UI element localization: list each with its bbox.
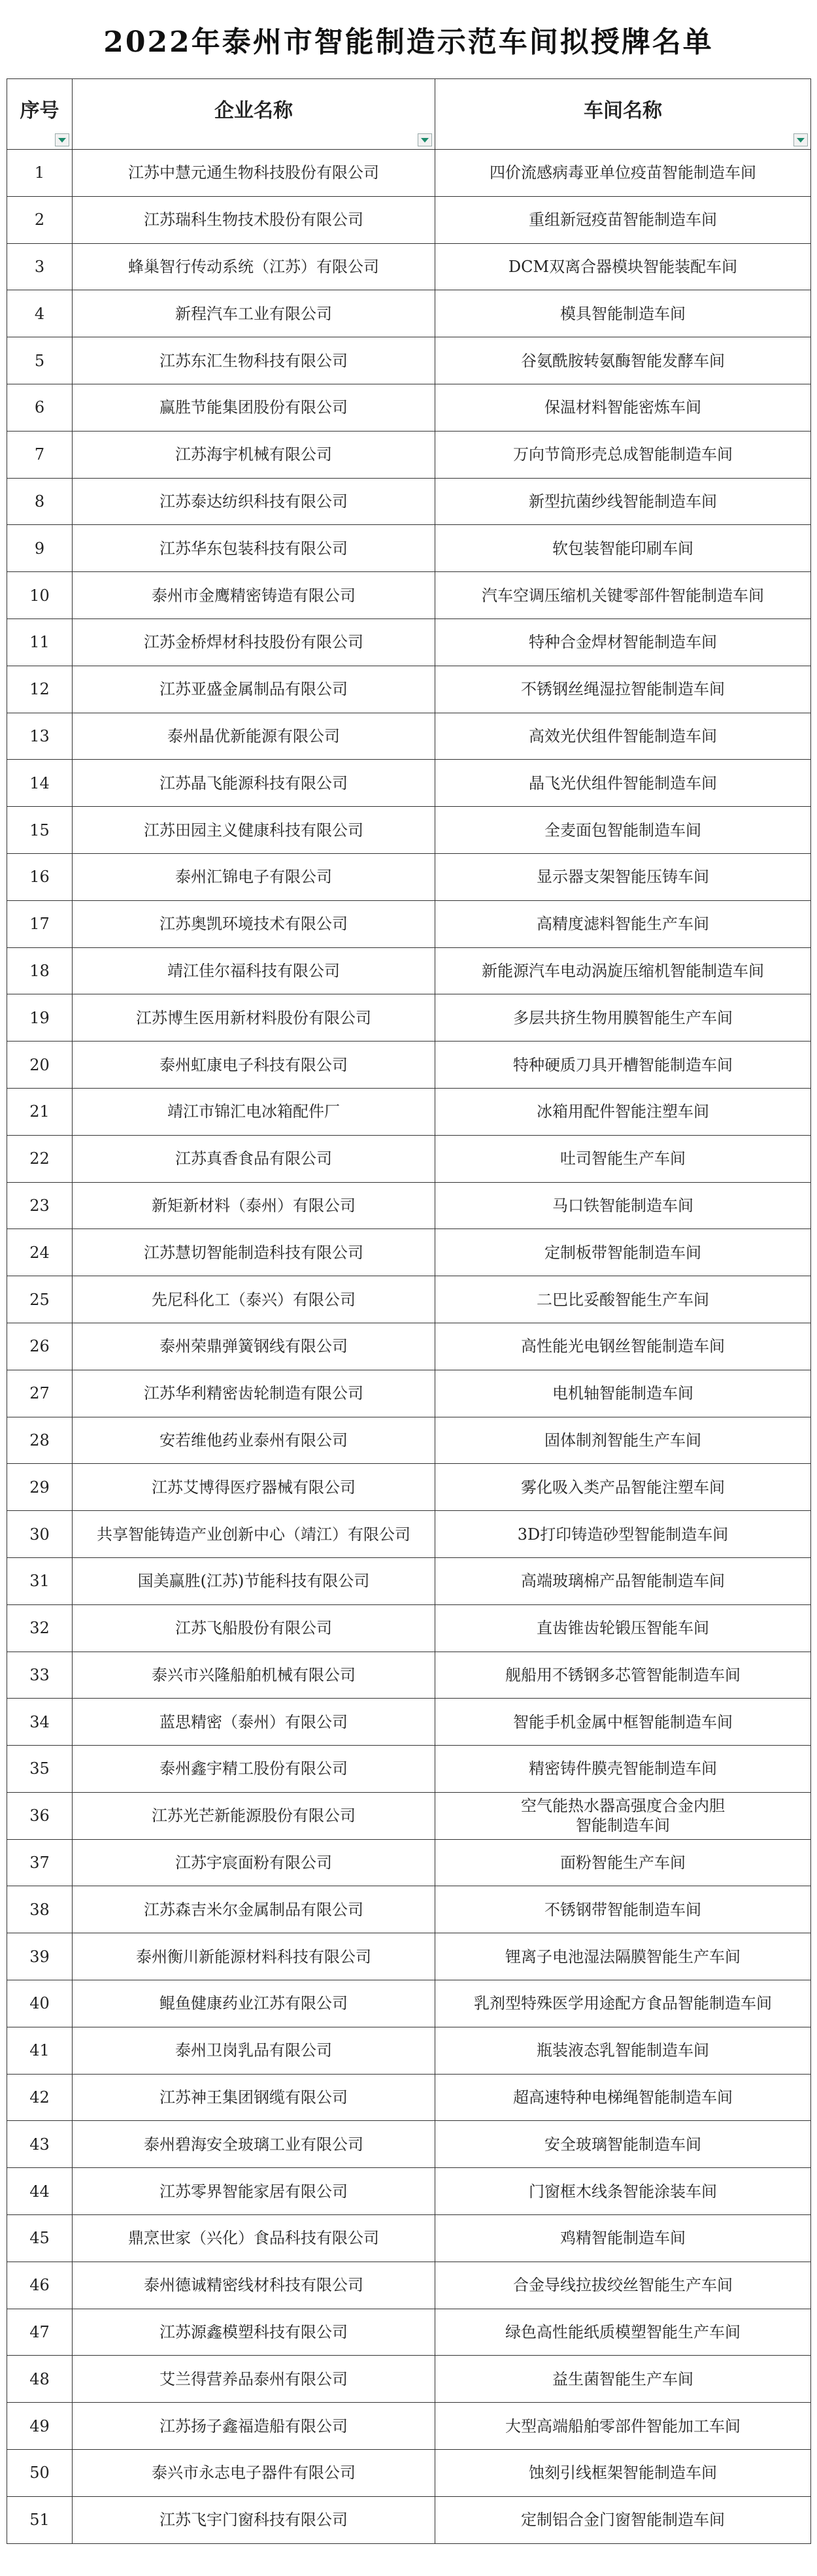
table-row [7, 196, 811, 243]
cell-no: 39 [7, 1933, 73, 1980]
cell-workshop: 3D打印铸造砂型智能制造车间 [435, 1511, 811, 1558]
cell-workshop: 二巴比妥酸智能生产车间 [435, 1276, 811, 1323]
table-row [7, 572, 811, 619]
cell-workshop: 大型高端船舶零部件智能加工车间 [435, 2403, 811, 2450]
cell-company: 泰州德诚精密线材科技有限公司 [73, 2262, 435, 2309]
cell-workshop: 四价流感病毒亚单位疫苗智能制造车间 [435, 150, 811, 197]
table-row [7, 1886, 811, 1933]
table-row [7, 2262, 811, 2309]
cell-no: 30 [7, 1511, 73, 1558]
cell-company: 江苏光芒新能源股份有限公司 [73, 1792, 435, 1839]
cell-workshop: 益生菌智能生产车间 [435, 2356, 811, 2403]
cell-no: 6 [7, 384, 73, 431]
cell-workshop: 晶飞光伏组件智能制造车间 [435, 760, 811, 807]
cell-workshop: 全麦面包智能制造车间 [435, 807, 811, 854]
cell-company: 江苏泰达纺织科技有限公司 [73, 478, 435, 525]
cell-workshop: 不锈钢带智能制造车间 [435, 1886, 811, 1933]
table-row [7, 1933, 811, 1980]
table-row [7, 713, 811, 760]
cell-company: 江苏飞宇门窗科技有限公司 [73, 2496, 435, 2543]
cell-workshop: 特种合金焊材智能制造车间 [435, 619, 811, 666]
table-row [7, 666, 811, 713]
table-row [7, 337, 811, 384]
cell-no: 19 [7, 994, 73, 1042]
cell-company: 国美赢胜(江苏)节能科技有限公司 [73, 1557, 435, 1604]
cell-workshop: 新能源汽车电动涡旋压缩机智能制造车间 [435, 947, 811, 994]
table-row [7, 947, 811, 994]
cell-workshop: 保温材料智能密炼车间 [435, 384, 811, 431]
cell-company: 新矩新材料（泰州）有限公司 [73, 1182, 435, 1229]
cell-no: 26 [7, 1323, 73, 1370]
table-row [7, 2215, 811, 2262]
cell-company: 泰州晶优新能源有限公司 [73, 713, 435, 760]
cell-no: 21 [7, 1088, 73, 1135]
cell-company: 江苏宇宸面粉有限公司 [73, 1839, 435, 1886]
cell-company: 泰州市金鹰精密铸造有限公司 [73, 572, 435, 619]
cell-workshop: 高端玻璃棉产品智能制造车间 [435, 1557, 811, 1604]
cell-company: 江苏源鑫模塑科技有限公司 [73, 2309, 435, 2356]
table-row [7, 1182, 811, 1229]
cell-company: 泰兴市兴隆船舶机械有限公司 [73, 1652, 435, 1699]
cell-no: 23 [7, 1182, 73, 1229]
cell-workshop: 鸡精智能制造车间 [435, 2215, 811, 2262]
table-row [7, 431, 811, 478]
table-row [7, 807, 811, 854]
cell-company: 安若维他药业泰州有限公司 [73, 1417, 435, 1464]
cell-no: 24 [7, 1229, 73, 1276]
cell-company: 江苏瑞科生物技术股份有限公司 [73, 196, 435, 243]
cell-no: 9 [7, 525, 73, 572]
header-workshop-label: 车间名称 [584, 99, 662, 122]
cell-workshop: 软包装智能印刷车间 [435, 525, 811, 572]
cell-no: 28 [7, 1417, 73, 1464]
cell-no: 8 [7, 478, 73, 525]
cell-no: 12 [7, 666, 73, 713]
cell-no: 11 [7, 619, 73, 666]
table-row [7, 619, 811, 666]
list-table [7, 78, 811, 2544]
cell-company: 鲲鱼健康药业江苏有限公司 [73, 1980, 435, 2027]
cell-no: 5 [7, 337, 73, 384]
cell-company: 江苏博生医用新材料股份有限公司 [73, 994, 435, 1042]
table-row [7, 1229, 811, 1276]
header-no [7, 79, 73, 150]
cell-company: 江苏金桥焊材科技股份有限公司 [73, 619, 435, 666]
cell-workshop: 不锈钢丝绳湿拉智能制造车间 [435, 666, 811, 713]
cell-workshop: 锂离子电池湿法隔膜智能生产车间 [435, 1933, 811, 1980]
cell-no: 43 [7, 2121, 73, 2168]
table-row [7, 1370, 811, 1417]
cell-workshop: 乳剂型特殊医学用途配方食品智能制造车间 [435, 1980, 811, 2027]
cell-workshop: 合金导线拉拔绞丝智能生产车间 [435, 2262, 811, 2309]
cell-workshop: 舰船用不锈钢多芯管智能制造车间 [435, 1652, 811, 1699]
header-no-label: 序号 [20, 99, 59, 122]
cell-workshop: 高精度滤料智能生产车间 [435, 900, 811, 947]
table-row [7, 1604, 811, 1652]
cell-no: 15 [7, 807, 73, 854]
table-row [7, 1792, 811, 1839]
cell-company: 泰州衡川新能源材料科技有限公司 [73, 1933, 435, 1980]
table-row [7, 290, 811, 337]
cell-company: 江苏森吉米尔金属制品有限公司 [73, 1886, 435, 1933]
cell-no: 22 [7, 1135, 73, 1182]
table-row [7, 1276, 811, 1323]
table-row [7, 760, 811, 807]
cell-workshop: 汽车空调压缩机关键零部件智能制造车间 [435, 572, 811, 619]
cell-company: 共享智能铸造产业创新中心（靖江）有限公司 [73, 1511, 435, 1558]
table-row [7, 2074, 811, 2121]
cell-no: 14 [7, 760, 73, 807]
cell-workshop: 面粉智能生产车间 [435, 1839, 811, 1886]
cell-no: 7 [7, 431, 73, 478]
cell-no: 10 [7, 572, 73, 619]
table-row [7, 1652, 811, 1699]
cell-no: 33 [7, 1652, 73, 1699]
table-row [7, 900, 811, 947]
cell-company: 江苏华东包装科技有限公司 [73, 525, 435, 572]
table-row [7, 478, 811, 525]
cell-no: 48 [7, 2356, 73, 2403]
cell-workshop: 精密铸件膜壳智能制造车间 [435, 1746, 811, 1793]
cell-workshop: 特种硬质刀具开槽智能制造车间 [435, 1042, 811, 1089]
cell-no: 20 [7, 1042, 73, 1089]
cell-no: 38 [7, 1886, 73, 1933]
cell-workshop: 吐司智能生产车间 [435, 1135, 811, 1182]
cell-workshop: 马口铁智能制造车间 [435, 1182, 811, 1229]
cell-company: 泰州荣鼎弹簧钢线有限公司 [73, 1323, 435, 1370]
cell-workshop: 定制板带智能制造车间 [435, 1229, 811, 1276]
cell-no: 1 [7, 150, 73, 197]
cell-company: 靖江市锦汇电冰箱配件厂 [73, 1088, 435, 1135]
cell-workshop: 门窗框木线条智能涂装车间 [435, 2168, 811, 2215]
document-title: 2022年泰州市智能制造示范车间拟授牌名单 [103, 25, 714, 59]
cell-no: 4 [7, 290, 73, 337]
cell-company: 先尼科化工（泰兴）有限公司 [73, 1276, 435, 1323]
cell-no: 44 [7, 2168, 73, 2215]
cell-company: 江苏艾博得医疗器械有限公司 [73, 1464, 435, 1511]
table-row [7, 2356, 811, 2403]
table-row [7, 994, 811, 1042]
cell-company: 蓝思精密（泰州）有限公司 [73, 1699, 435, 1746]
cell-workshop: 绿色高性能纸质模塑智能生产车间 [435, 2309, 811, 2356]
cell-no: 41 [7, 2027, 73, 2074]
cell-workshop: 显示器支架智能压铸车间 [435, 853, 811, 900]
cell-workshop: 冰箱用配件智能注塑车间 [435, 1088, 811, 1135]
cell-no: 2 [7, 196, 73, 243]
cell-no: 29 [7, 1464, 73, 1511]
cell-company: 泰州汇锦电子有限公司 [73, 853, 435, 900]
cell-no: 47 [7, 2309, 73, 2356]
filter-dropdown-company[interactable] [418, 133, 432, 146]
table-row [7, 2027, 811, 2074]
cell-no: 13 [7, 713, 73, 760]
cell-no: 46 [7, 2262, 73, 2309]
cell-workshop: 多层共挤生物用膜智能生产车间 [435, 994, 811, 1042]
table-row [7, 2309, 811, 2356]
table-row [7, 525, 811, 572]
cell-no: 49 [7, 2403, 73, 2450]
cell-company: 新程汽车工业有限公司 [73, 290, 435, 337]
cell-no: 16 [7, 853, 73, 900]
cell-workshop: 安全玻璃智能制造车间 [435, 2121, 811, 2168]
cell-company: 泰州卫岗乳品有限公司 [73, 2027, 435, 2074]
cell-no: 42 [7, 2074, 73, 2121]
table-row [7, 1511, 811, 1558]
cell-company: 江苏海宇机械有限公司 [73, 431, 435, 478]
cell-workshop: 超高速特种电梯绳智能制造车间 [435, 2074, 811, 2121]
cell-company: 江苏神王集团钢缆有限公司 [73, 2074, 435, 2121]
cell-company: 江苏慧切智能制造科技有限公司 [73, 1229, 435, 1276]
table-row [7, 1980, 811, 2027]
cell-workshop: 瓶装液态乳智能制造车间 [435, 2027, 811, 2074]
table-row [7, 384, 811, 431]
table-row [7, 1557, 811, 1604]
cell-company: 江苏零界智能家居有限公司 [73, 2168, 435, 2215]
cell-company: 江苏奥凯环境技术有限公司 [73, 900, 435, 947]
cell-workshop: 高性能光电钢丝智能制造车间 [435, 1323, 811, 1370]
cell-no: 32 [7, 1604, 73, 1652]
cell-workshop: 高效光伏组件智能制造车间 [435, 713, 811, 760]
cell-workshop: 直齿锥齿轮锻压智能车间 [435, 1604, 811, 1652]
table-row [7, 853, 811, 900]
table-header-row [7, 79, 811, 150]
cell-workshop: 定制铝合金门窗智能制造车间 [435, 2496, 811, 2543]
dropdown-arrow-icon [797, 138, 805, 143]
cell-company: 泰州鑫宇精工股份有限公司 [73, 1746, 435, 1793]
cell-company: 江苏东汇生物科技有限公司 [73, 337, 435, 384]
cell-workshop: DCM双离合器模块智能装配车间 [435, 243, 811, 290]
cell-no: 17 [7, 900, 73, 947]
cell-no: 36 [7, 1792, 73, 1839]
cell-no: 50 [7, 2450, 73, 2497]
table-row [7, 2121, 811, 2168]
cell-workshop: 新型抗菌纱线智能制造车间 [435, 478, 811, 525]
cell-no: 45 [7, 2215, 73, 2262]
cell-no: 3 [7, 243, 73, 290]
table-row [7, 1839, 811, 1886]
cell-no: 31 [7, 1557, 73, 1604]
table-row [7, 150, 811, 197]
table-row [7, 243, 811, 290]
cell-company: 江苏晶飞能源科技有限公司 [73, 760, 435, 807]
header-company [73, 79, 435, 150]
cell-no: 25 [7, 1276, 73, 1323]
cell-no: 18 [7, 947, 73, 994]
cell-workshop: 模具智能制造车间 [435, 290, 811, 337]
table-row [7, 1323, 811, 1370]
cell-workshop: 电机轴智能制造车间 [435, 1370, 811, 1417]
cell-company: 江苏华利精密齿轮制造有限公司 [73, 1370, 435, 1417]
cell-workshop: 固体制剂智能生产车间 [435, 1417, 811, 1464]
table-row [7, 1746, 811, 1793]
cell-company: 蜂巢智行传动系统（江苏）有限公司 [73, 243, 435, 290]
table-row [7, 1135, 811, 1182]
header-workshop [435, 79, 811, 150]
cell-company: 江苏亚盛金属制品有限公司 [73, 666, 435, 713]
cell-company: 江苏真香食品有限公司 [73, 1135, 435, 1182]
table-row [7, 1417, 811, 1464]
table-row [7, 2496, 811, 2543]
table-row [7, 2450, 811, 2497]
cell-no: 37 [7, 1839, 73, 1886]
cell-company: 泰兴市永志电子器件有限公司 [73, 2450, 435, 2497]
cell-company: 泰州碧海安全玻璃工业有限公司 [73, 2121, 435, 2168]
cell-workshop: 雾化吸入类产品智能注塑车间 [435, 1464, 811, 1511]
cell-company: 艾兰得营养品泰州有限公司 [73, 2356, 435, 2403]
cell-no: 35 [7, 1746, 73, 1793]
cell-workshop: 蚀刻引线框架智能制造车间 [435, 2450, 811, 2497]
table-row [7, 1699, 811, 1746]
cell-company: 江苏田园主义健康科技有限公司 [73, 807, 435, 854]
cell-company: 鼎烹世家（兴化）食品科技有限公司 [73, 2215, 435, 2262]
cell-workshop: 谷氨酰胺转氨酶智能发酵车间 [435, 337, 811, 384]
header-company-label: 企业名称 [214, 99, 293, 122]
cell-no: 27 [7, 1370, 73, 1417]
cell-company: 赢胜节能集团股份有限公司 [73, 384, 435, 431]
cell-company: 江苏中慧元通生物科技股份有限公司 [73, 150, 435, 197]
cell-company: 靖江佳尔福科技有限公司 [73, 947, 435, 994]
filter-dropdown-workshop[interactable] [793, 133, 808, 146]
cell-no: 34 [7, 1699, 73, 1746]
cell-company: 江苏飞船股份有限公司 [73, 1604, 435, 1652]
cell-company: 江苏扬子鑫福造船有限公司 [73, 2403, 435, 2450]
cell-workshop: 万向节筒形壳总成智能制造车间 [435, 431, 811, 478]
table-row [7, 1464, 811, 1511]
cell-company: 泰州虹康电子科技有限公司 [73, 1042, 435, 1089]
cell-workshop: 重组新冠疫苗智能制造车间 [435, 196, 811, 243]
dropdown-arrow-icon [58, 138, 66, 143]
table-row [7, 2168, 811, 2215]
table-row [7, 1042, 811, 1089]
cell-workshop: 空气能热水器高强度合金内胆 智能制造车间 [435, 1792, 811, 1839]
cell-workshop: 智能手机金属中框智能制造车间 [435, 1699, 811, 1746]
filter-dropdown-no[interactable] [55, 133, 69, 146]
dropdown-arrow-icon [421, 138, 429, 143]
table-row [7, 1088, 811, 1135]
cell-no: 40 [7, 1980, 73, 2027]
table-row [7, 2403, 811, 2450]
cell-no: 51 [7, 2496, 73, 2543]
